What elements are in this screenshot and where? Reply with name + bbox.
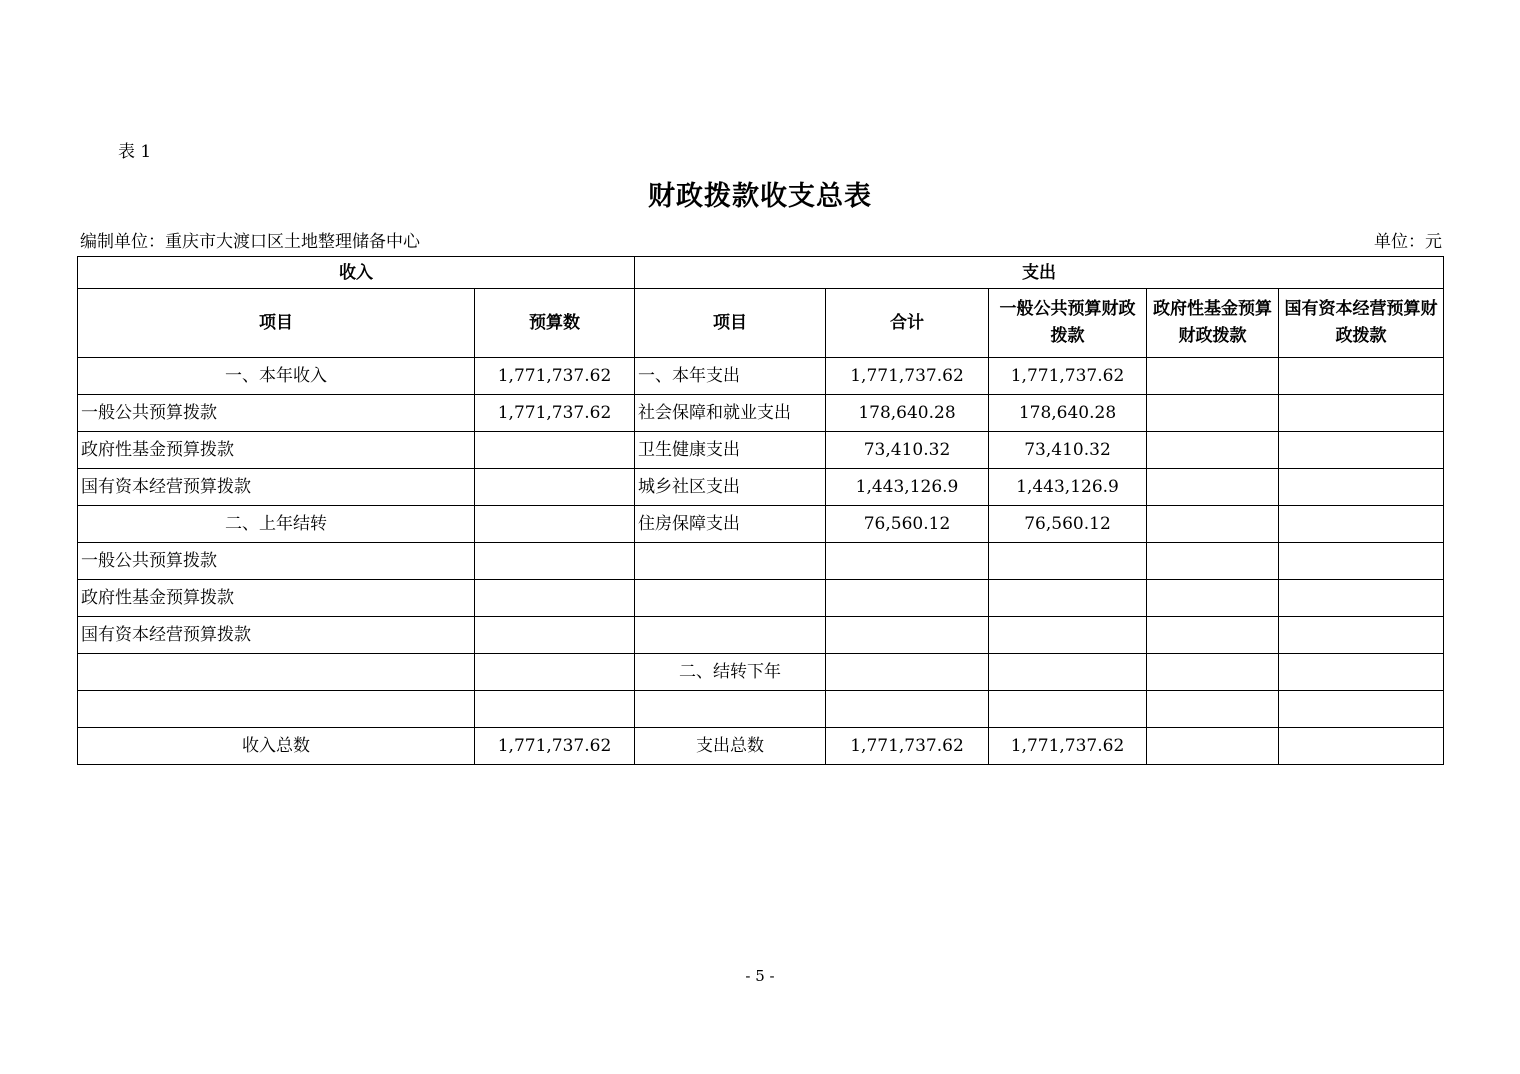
expense-state-cell xyxy=(1279,358,1444,395)
expense-item-cell: 社会保障和就业支出 xyxy=(635,395,826,432)
expense-general-cell: 76,560.12 xyxy=(989,506,1147,543)
expense-general-header: 一般公共预算财政拨款 xyxy=(989,289,1147,358)
expense-item-cell: 城乡社区支出 xyxy=(635,469,826,506)
income-item-cell xyxy=(78,654,475,691)
page-number: - 5 - xyxy=(745,967,775,985)
expense-total-cell xyxy=(826,691,989,728)
expense-general-cell xyxy=(989,691,1147,728)
table-row xyxy=(78,469,1444,506)
expense-fund-cell xyxy=(1147,617,1279,654)
table-row xyxy=(78,617,1444,654)
table-row xyxy=(78,728,1444,765)
expense-fund-cell xyxy=(1147,506,1279,543)
expense-general-cell xyxy=(989,580,1147,617)
income-item-cell: 一般公共预算拨款 xyxy=(78,543,475,580)
table-row xyxy=(78,580,1444,617)
expense-state-cell xyxy=(1279,691,1444,728)
income-item-cell: 政府性基金预算拨款 xyxy=(78,580,475,617)
expense-fund-cell xyxy=(1147,469,1279,506)
expense-total-cell: 76,560.12 xyxy=(826,506,989,543)
table-row xyxy=(78,358,1444,395)
expense-total-cell xyxy=(826,654,989,691)
expense-state-cell xyxy=(1279,617,1444,654)
expense-state-cell xyxy=(1279,654,1444,691)
income-budget-cell xyxy=(475,691,635,728)
page-title: 财政拨款收支总表 xyxy=(648,181,872,212)
income-budget-cell: 1,771,737.62 xyxy=(475,728,635,765)
expense-state-cell xyxy=(1279,506,1444,543)
expense-fund-cell xyxy=(1147,691,1279,728)
table-row xyxy=(78,432,1444,469)
expense-item-cell: 一、本年支出 xyxy=(635,358,826,395)
table-row xyxy=(78,506,1444,543)
income-section-header: 收入 xyxy=(78,257,635,289)
income-item-cell: 二、上年结转 xyxy=(78,506,475,543)
expense-fund-cell xyxy=(1147,432,1279,469)
expense-total-cell xyxy=(826,617,989,654)
expense-general-cell: 178,640.28 xyxy=(989,395,1147,432)
expense-section-header: 支出 xyxy=(635,257,1444,289)
expense-fund-header: 政府性基金预算财政拨款 xyxy=(1147,289,1279,358)
income-budget-cell xyxy=(475,580,635,617)
expense-item-cell: 二、结转下年 xyxy=(635,654,826,691)
expense-item-cell xyxy=(635,691,826,728)
income-item-cell: 收入总数 xyxy=(78,728,475,765)
table-row xyxy=(78,654,1444,691)
budget-table xyxy=(77,256,1444,765)
income-budget-cell: 1,771,737.62 xyxy=(475,395,635,432)
income-item-cell: 政府性基金预算拨款 xyxy=(78,432,475,469)
income-budget-cell xyxy=(475,543,635,580)
income-budget-header: 预算数 xyxy=(475,289,635,358)
expense-item-cell xyxy=(635,617,826,654)
expense-total-header: 合计 xyxy=(826,289,989,358)
expense-fund-cell xyxy=(1147,395,1279,432)
expense-fund-cell xyxy=(1147,358,1279,395)
expense-item-cell xyxy=(635,580,826,617)
expense-fund-cell xyxy=(1147,654,1279,691)
column-header-row xyxy=(78,289,1444,358)
expense-state-cell xyxy=(1279,543,1444,580)
expense-general-cell: 73,410.32 xyxy=(989,432,1147,469)
expense-total-cell xyxy=(826,580,989,617)
table-label: 表 1 xyxy=(118,142,152,162)
expense-fund-cell xyxy=(1147,728,1279,765)
expense-total-cell: 73,410.32 xyxy=(826,432,989,469)
expense-total-cell: 1,771,737.62 xyxy=(826,358,989,395)
expense-state-cell xyxy=(1279,469,1444,506)
expense-general-cell: 1,771,737.62 xyxy=(989,728,1147,765)
currency-unit: 单位：元 xyxy=(1374,232,1442,252)
expense-fund-cell xyxy=(1147,543,1279,580)
income-item-cell: 一般公共预算拨款 xyxy=(78,395,475,432)
income-item-cell xyxy=(78,691,475,728)
expense-item-header: 项目 xyxy=(635,289,826,358)
expense-total-cell xyxy=(826,543,989,580)
expense-item-cell: 住房保障支出 xyxy=(635,506,826,543)
expense-general-cell xyxy=(989,617,1147,654)
expense-state-cell xyxy=(1279,580,1444,617)
income-item-cell: 一、本年收入 xyxy=(78,358,475,395)
expense-total-cell: 1,771,737.62 xyxy=(826,728,989,765)
expense-total-cell: 178,640.28 xyxy=(826,395,989,432)
income-item-cell: 国有资本经营预算拨款 xyxy=(78,469,475,506)
expense-state-cell xyxy=(1279,432,1444,469)
expense-general-cell xyxy=(989,543,1147,580)
expense-item-cell xyxy=(635,543,826,580)
income-budget-cell xyxy=(475,432,635,469)
expense-general-cell: 1,443,126.9 xyxy=(989,469,1147,506)
income-budget-cell xyxy=(475,654,635,691)
income-budget-cell xyxy=(475,506,635,543)
income-budget-cell xyxy=(475,617,635,654)
income-item-header: 项目 xyxy=(78,289,475,358)
compiling-unit: 编制单位：重庆市大渡口区土地整理储备中心 xyxy=(80,232,420,252)
expense-fund-cell xyxy=(1147,580,1279,617)
table-body xyxy=(78,358,1444,765)
expense-state-header: 国有资本经营预算财政拨款 xyxy=(1279,289,1444,358)
table-row xyxy=(78,543,1444,580)
table-row xyxy=(78,691,1444,728)
income-budget-cell xyxy=(475,469,635,506)
table-row xyxy=(78,395,1444,432)
expense-state-cell xyxy=(1279,728,1444,765)
section-header-row xyxy=(78,257,1444,289)
income-item-cell: 国有资本经营预算拨款 xyxy=(78,617,475,654)
expense-total-cell: 1,443,126.9 xyxy=(826,469,989,506)
income-budget-cell: 1,771,737.62 xyxy=(475,358,635,395)
expense-general-cell: 1,771,737.62 xyxy=(989,358,1147,395)
expense-item-cell: 支出总数 xyxy=(635,728,826,765)
expense-state-cell xyxy=(1279,395,1444,432)
expense-general-cell xyxy=(989,654,1147,691)
expense-item-cell: 卫生健康支出 xyxy=(635,432,826,469)
